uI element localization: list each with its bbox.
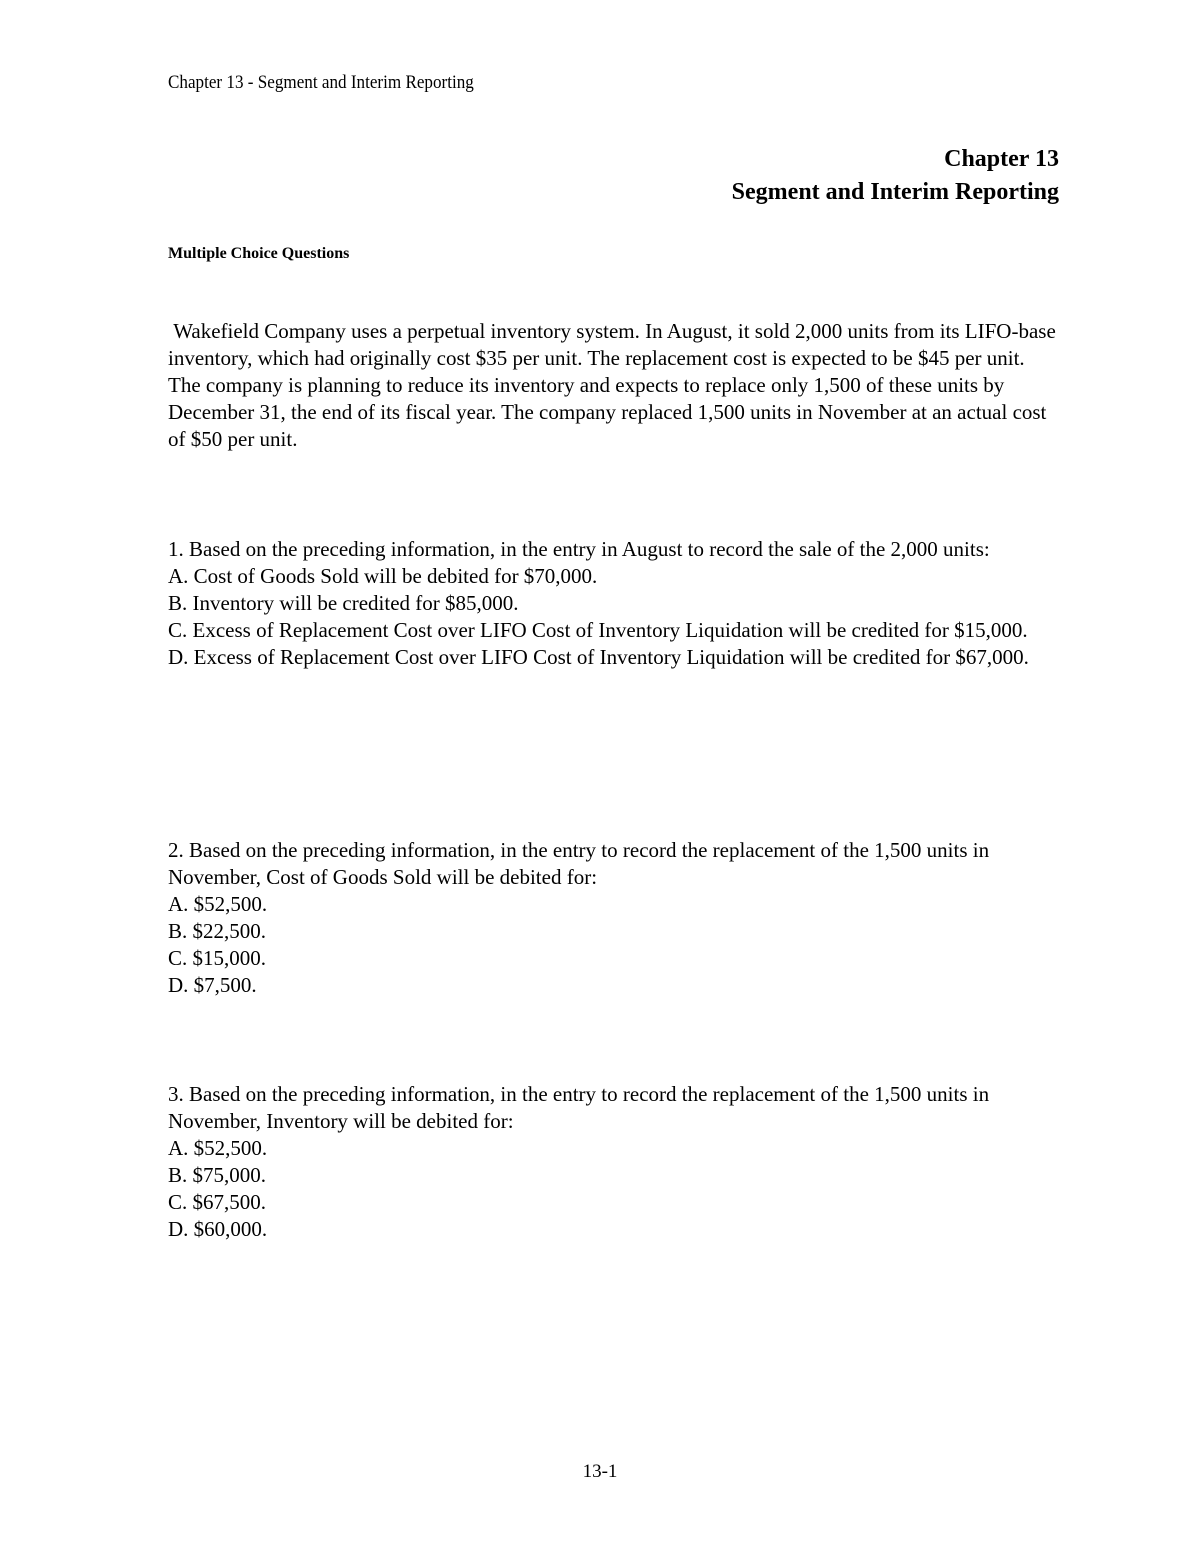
answer-option: B. $75,000. [168, 1163, 267, 1187]
chapter-title: Segment and Interim Reporting [731, 179, 1059, 205]
answer-option: A. $52,500. [168, 892, 268, 916]
question-stem: 3. Based on the preceding information, in the entry to record the replacement of the 1,500 units in November, Inventory will be debited for: [168, 1082, 990, 1133]
section-heading: Multiple Choice Questions [168, 245, 350, 262]
answer-option: C. $67,500. [168, 1190, 267, 1214]
answer-option: C. Excess of Replacement Cost over LIFO Cost of Inventory Liquidation will be credited for $15,000. [168, 618, 1028, 642]
answer-option: A. Cost of Goods Sold will be debited for $70,000. [168, 564, 598, 588]
answer-option: A. $52,500. [168, 1136, 268, 1160]
question-3 [168, 1081, 1058, 1243]
scenario-paragraph [168, 318, 1062, 453]
question-stem: 2. Based on the preceding information, in the entry to record the replacement of the 1,500 units in November, Cost of Goods Sold will be debited for: [168, 838, 990, 889]
answer-option: C. $15,000. [168, 946, 267, 970]
chapter-title-block [732, 143, 1059, 209]
answer-options [168, 1135, 1058, 1243]
question-1 [168, 536, 1058, 671]
answer-option: B. $22,500. [168, 919, 267, 943]
answer-option: D. Excess of Replacement Cost over LIFO Cost of Inventory Liquidation will be credited for $67,000. [168, 645, 1029, 669]
answer-options [168, 891, 1058, 999]
running-header: Chapter 13 - Segment and Interim Reporting [168, 72, 474, 93]
answer-options [168, 563, 1058, 671]
answer-option: D. $7,500. [168, 973, 257, 997]
chapter-number: Chapter 13 [944, 146, 1059, 172]
answer-option: D. $60,000. [168, 1217, 268, 1241]
answer-option: B. Inventory will be credited for $85,000. [168, 591, 519, 615]
scenario-text: Wakefield Company uses a perpetual inventory system. In August, it sold 2,000 units from its LIFO-base inventory, which had originally cost $35 per unit. The replacement cost is expected to be $45 per unit. The company is planning to reduce its inventory and expects to replace only 1,500 of these units by December 31, the end of its fiscal year. The company replaced 1,500 units in November at an actual cost of $50 per unit. [168, 319, 1062, 451]
page-number: 13-1 [582, 1461, 618, 1482]
question-2 [168, 837, 1058, 999]
question-stem: 1. Based on the preceding information, in the entry in August to record the sale of the 2,000 units: [168, 537, 990, 561]
